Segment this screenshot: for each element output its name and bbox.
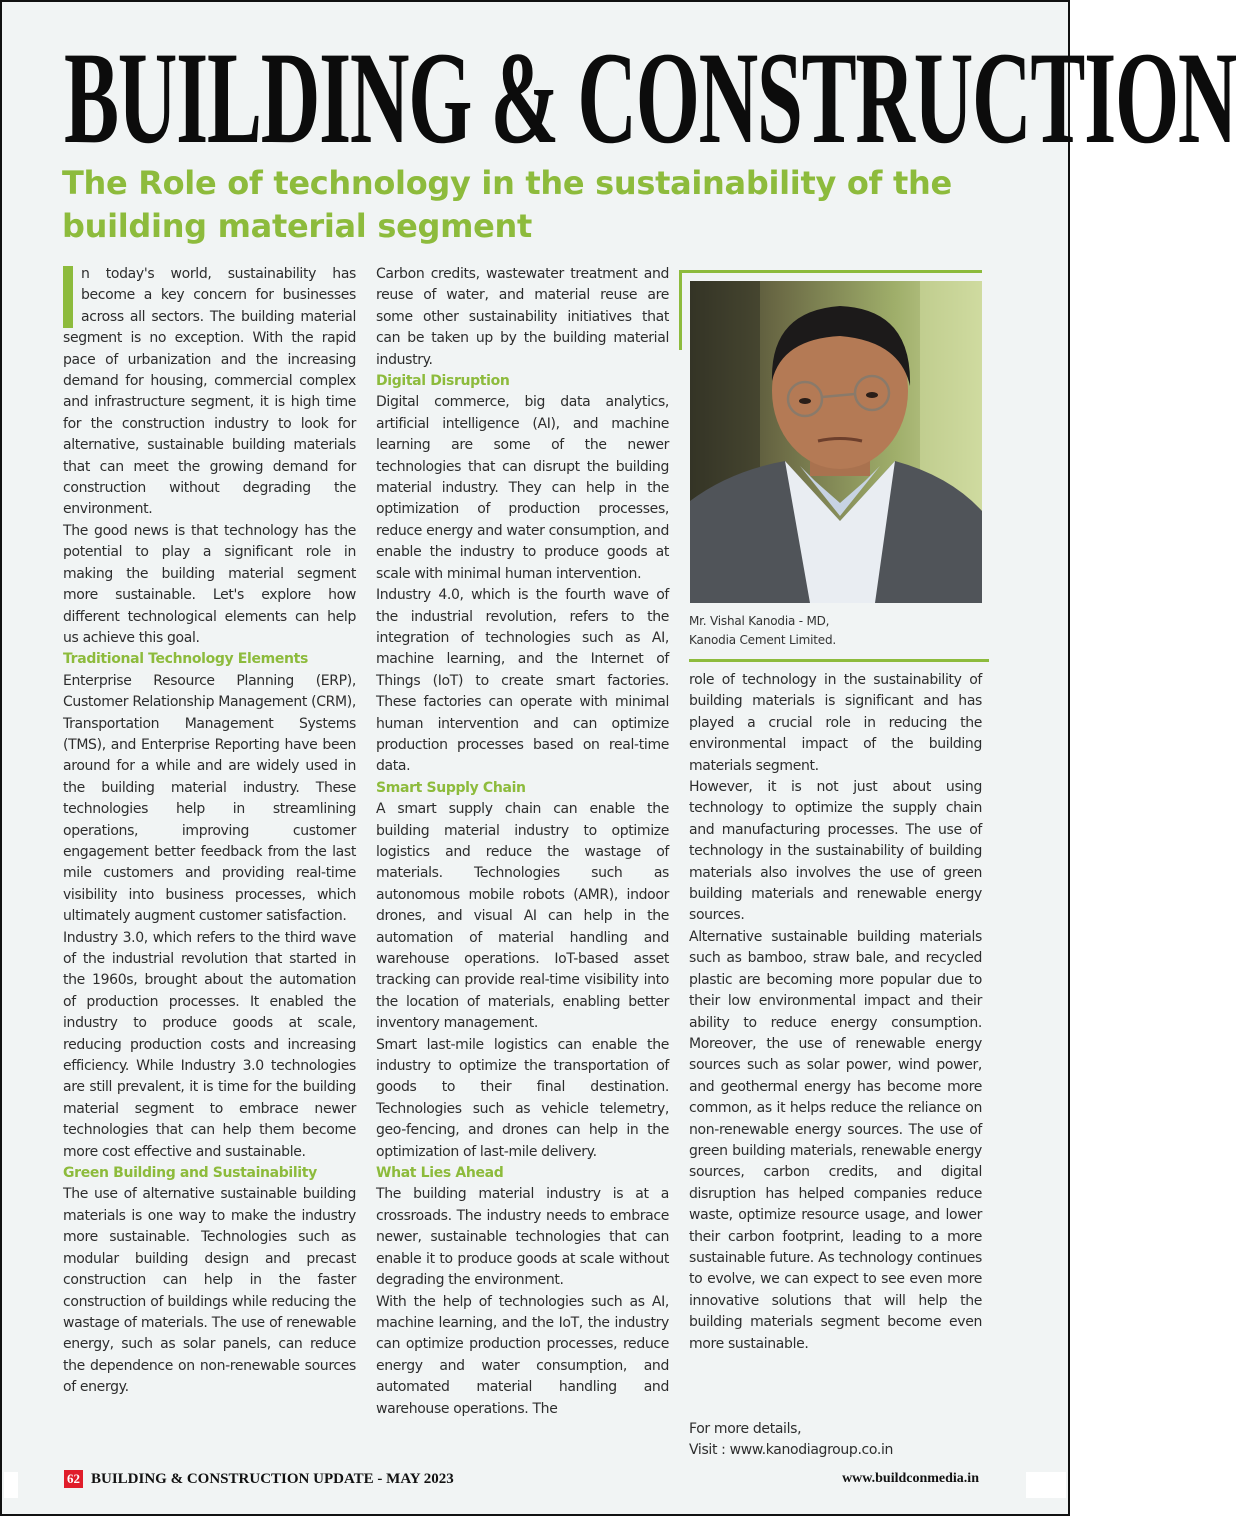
photo-frame-rule <box>679 270 982 273</box>
paragraph: The building material industry is at a crossroads. The industry needs to embrace newer, sustainable technologies that can enable it to produce goods at scale without degrading the environment. <box>376 1186 669 1289</box>
caption-name: Mr. Vishal Kanodia - MD, <box>689 614 830 628</box>
paragraph: However, it is not just about using technology to optimize the supply chain and manufacturing processes. The use of technology in the sustainability of building materials also involves the use of green building materials and renewable energy sources. <box>689 779 982 924</box>
paragraph: Smart last-mile logistics can enable the industry to optimize the transportation of goods to their final destination. Technologies such as vehicle telemetry, geo-fencing, and drones can help in the optimization of last-mile delivery. <box>376 1036 669 1160</box>
publication-website-link[interactable]: www.buildconmedia.in <box>842 1471 979 1486</box>
section-heading-green-building: Green Building and Sustainability <box>63 1165 317 1182</box>
contact-info <box>689 1419 982 1462</box>
contact-label: For more details, <box>689 1421 802 1437</box>
paragraph: Digital commerce, big data analytics, artificial intelligence (AI), and machine learning are some of the newer technologies that can disrupt the building material industry. They can help in the optimization of production processes, reduce energy and water consumption, and enable the industry to produce goods at scale with minimal human intervention. <box>376 394 669 582</box>
photo-frame-rule <box>679 270 682 350</box>
page-edge <box>1026 1472 1066 1498</box>
article-column-3 <box>689 670 982 1355</box>
article-column-1 <box>63 264 356 1399</box>
section-heading-what-lies-ahead: What Lies Ahead <box>376 1165 504 1182</box>
section-heading-digital-disruption: Digital Disruption <box>376 373 510 390</box>
caption-divider <box>689 659 989 662</box>
caption-company: Kanodia Cement Limited. <box>689 633 836 647</box>
intro-paragraph <box>63 264 356 521</box>
portrait-illustration <box>690 281 982 603</box>
paragraph: Enterprise Resource Planning (ERP), Customer Relationship Management (CRM), Transportation Management Systems (TMS), and Enterprise Reporting have been around for a while and are widely used in the building material industry. These technologies help in streamlining operations, improving customer engagement better feedback from the last mile customers and providing real-time visibility into business processes, which ultimately augment customer satisfaction. <box>63 672 356 925</box>
paragraph: Industry 3.0, which refers to the third wave of the industrial revolution that started in the 1960s, brought about the automation of production processes. It enabled the industry to produce goods at scale, reducing production costs and increasing efficiency. While Industry 3.0 technologies are still prevalent, it is time for the building material segment to embrace newer technologies that can help them become more cost effective and sustainable. <box>63 929 356 1160</box>
paragraph: The use of alternative sustainable building materials is one way to make the industry more sustainable. Technologies such as modular building design and precast construction can help in the faster construction of buildings while reducing the wastage of materials. The use of renewable energy, such as solar panels, can reduce the dependence on non-renewable sources of energy. <box>63 1186 356 1396</box>
masthead: BUILDING & CONSTRUCTION <box>64 24 1236 171</box>
article-column-2 <box>376 264 669 1420</box>
article-title: The Role of technology in the sustainability of the building material segment <box>62 164 952 245</box>
paragraph: With the help of technologies such as AI, machine learning, and the IoT, the industry can optimize production processes, reduce energy and water consumption, and automated material handling and warehouse operations. The <box>376 1293 669 1417</box>
paragraph: Carbon credits, wastewater treatment and reuse of water, and material reuse are some other sustainability initiatives that can be taken up by the building material industry. <box>376 266 669 368</box>
paragraph: Industry 4.0, which is the fourth wave of the industrial revolution, refers to the integration of technologies such as AI, machine learning, and the Internet of Things (IoT) to create smart factories. These factories can operate with minimal human intervention and can optimize production processes based on real-time data. <box>376 587 669 775</box>
publication-name: BUILDING & CONSTRUCTION UPDATE - MAY 2023 <box>91 1471 454 1487</box>
paragraph: The good news is that technology has the potential to play a significant role in making the building material segment more sustainable. Let's explore how different technological elements can help us achieve this goal. <box>63 522 356 646</box>
intro-text: n today's world, sustainability has become a key concern for businesses across all sectors. The building material segment is no exception. With the rapid pace of urbanization and the increasing demand for housing, commercial complex and infrastructure segment, it is high time for the construction industry to look for alternative, sustainable building materials that can meet the growing demand for construction without degrading the environment. <box>63 266 356 518</box>
photo-caption <box>689 612 979 650</box>
paragraph: role of technology in the sustainability of building materials is significant and has played a crucial role in reducing the environmental impact of the building materials segment. <box>689 672 982 774</box>
paragraph: Alternative sustainable building materials such as bamboo, straw bale, and recycled plastic are becoming more popular due to their low environmental impact and their ability to reduce energy consumption. Moreover, the use of renewable energy sources such as solar power, wind power, and geothermal energy has become more common, as it helps reduce the reliance on non-renewable energy sources. The use of green building materials, renewable energy sources, carbon credits, and digital disruption has helped companies reduce waste, optimize resource usage, and lower their carbon footprint, leading to a more sustainable future. As technology continues to evolve, we can expect to see even more innovative solutions that will help the building materials segment become even more sustainable. <box>689 928 982 1352</box>
page-edge <box>4 1472 18 1498</box>
paragraph: A smart supply chain can enable the building material industry to optimize logistics and reduce the wastage of materials. Technologies such as autonomous mobile robots (AMR), indoor drones, and visual AI can help in the automation of material handling and warehouse operations. IoT-based asset tracking can provide real-time visibility into the location of materials, enabling better inventory management. <box>376 801 669 1032</box>
contact-website-link[interactable]: Visit : www.kanodiagroup.co.in <box>689 1442 894 1459</box>
section-heading-traditional: Traditional Technology Elements <box>63 651 308 668</box>
page-number-badge: 62 <box>64 1470 83 1488</box>
portrait-photo <box>690 281 982 603</box>
drop-cap-bar <box>63 266 73 328</box>
section-heading-smart-supply-chain: Smart Supply Chain <box>376 779 526 796</box>
